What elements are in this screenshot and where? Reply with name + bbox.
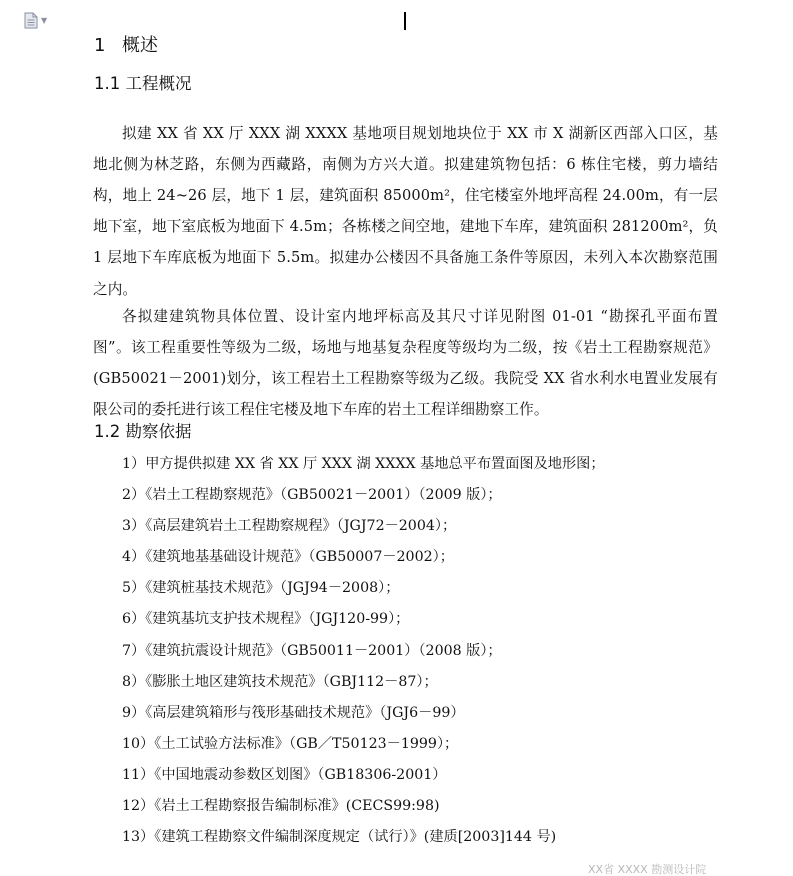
list-item: 4）《建筑地基基础设计规范》（GB50007－2002）； [122, 549, 454, 566]
heading-text: 概述 [122, 35, 158, 56]
list-item: 8）《膨胀土地区建筑技术规范》（GBJ112－87）； [122, 673, 438, 690]
list-item: 10）《土工试验方法标准》（GB／T50123－1999）； [122, 735, 459, 752]
heading-number: 1 [94, 35, 106, 56]
subsection-heading-basis: 1.2 勘察依据 [94, 422, 192, 441]
chevron-down-icon: ▼ [41, 15, 48, 25]
list-item: 3）《高层建筑岩土工程勘察规程》（JGJ72－2004）； [122, 518, 457, 535]
list-item: 13）《建筑工程勘察文件编制深度规定（试行）》(建质[2003]144 号) [122, 829, 557, 846]
page-footer: XX省 XXXX 勘测设计院 [588, 863, 707, 876]
document-icon [24, 12, 38, 29]
paragraph-overview: 拟建 XX 省 XX 厅 XXX 湖 XXXX 基地项目规划地块位于 XX 市 X 湖新区西部入口区，基地北侧为林芝路，东侧为西藏路，南侧为方兴大道。拟建建筑物包括：6 栋住宅楼，剪力墙结构，地上 24~26 层，地下 1 层，建筑面积 85000m²，住宅楼室外地坪高程 24.00m，有一层地下室，地下室底板为地面下 4.5m；各栋楼之间空地，建地下车库，建筑面积 281200m²，负 1 层地下车库底板为地面下 5.5m。拟建办公楼因不具备施工条件等原因，未列入本次勘察范围之内。 [93, 124, 718, 298]
section-heading-1 [94, 31, 158, 57]
list-item: 2）《岩土工程勘察规范》（GB50021－2001）（2009 版）； [122, 487, 502, 504]
basis-list [122, 449, 605, 853]
list-item: 5）《建筑桩基技术规范》（JGJ94－2008）； [122, 580, 400, 597]
list-item: 11）《中国地震动参数区划图》（GB18306-2001） [122, 766, 447, 783]
document-menu-button[interactable] [24, 10, 54, 30]
list-item: 6）《建筑基坑支护技术规程》（JGJ120-99）； [122, 611, 410, 628]
list-item: 7）《建筑抗震设计规范》（GB50011－2001）（2008 版）； [122, 642, 502, 659]
subsection-heading-overview: 1.1 工程概况 [94, 74, 192, 93]
paragraph-details: 各拟建建筑物具体位置、设计室内地坪标高及其尺寸详见附图 01-01 “勘探孔平面布置图”。该工程重要性等级为二级，场地与地基复杂程度等级均为二级，按《岩土工程勘察规范》(GB50021－2001)划分，该工程岩土工程勘察等级为乙级。我院受 XX 省水利水电置业发展有限公司的委托进行该工程住宅楼及地下车库的岩土工程详细勘察工作。 [93, 307, 718, 419]
list-item: 9）《高层建筑箱形与筏形基础技术规范》（JGJ6－99） [122, 704, 465, 721]
text-cursor [404, 12, 406, 30]
list-item: 1）甲方提供拟建 XX 省 XX 厅 XXX 湖 XXXX 基地总平布置面图及地形图； [122, 456, 605, 472]
list-item: 12）《岩土工程勘察报告编制标准》(CECS99:98) [122, 798, 440, 815]
